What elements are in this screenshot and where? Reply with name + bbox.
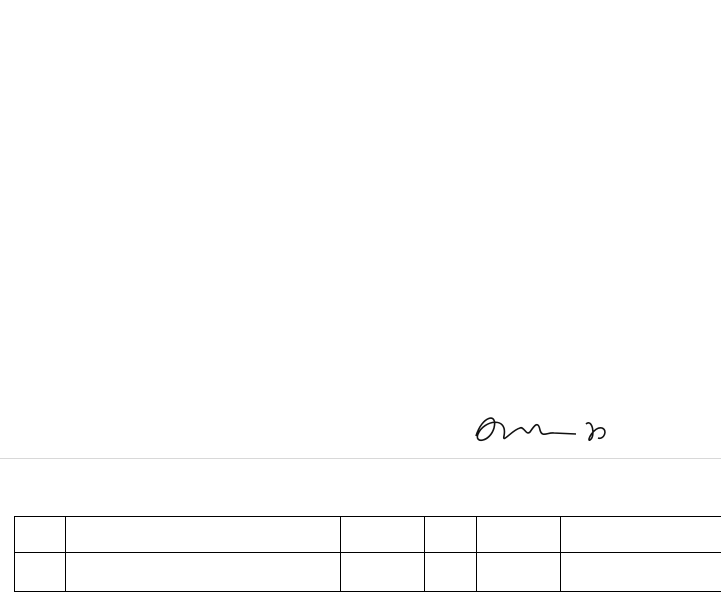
header-name [66,517,341,553]
cell-qty [425,553,477,592]
page-divider [0,458,721,459]
header-unit [425,517,477,553]
table-row [15,553,721,592]
cell-name [66,553,341,592]
handwritten-signature [468,406,618,448]
cell-standard [341,553,425,592]
header-standard [341,517,425,553]
header-note [561,517,721,553]
table-header-row [15,517,721,553]
header-stt [15,517,66,553]
header-price [477,517,561,553]
price-table-page-16 [14,516,721,592]
cell-stt [15,553,66,592]
cell-note [561,553,721,592]
cell-price [477,553,561,592]
